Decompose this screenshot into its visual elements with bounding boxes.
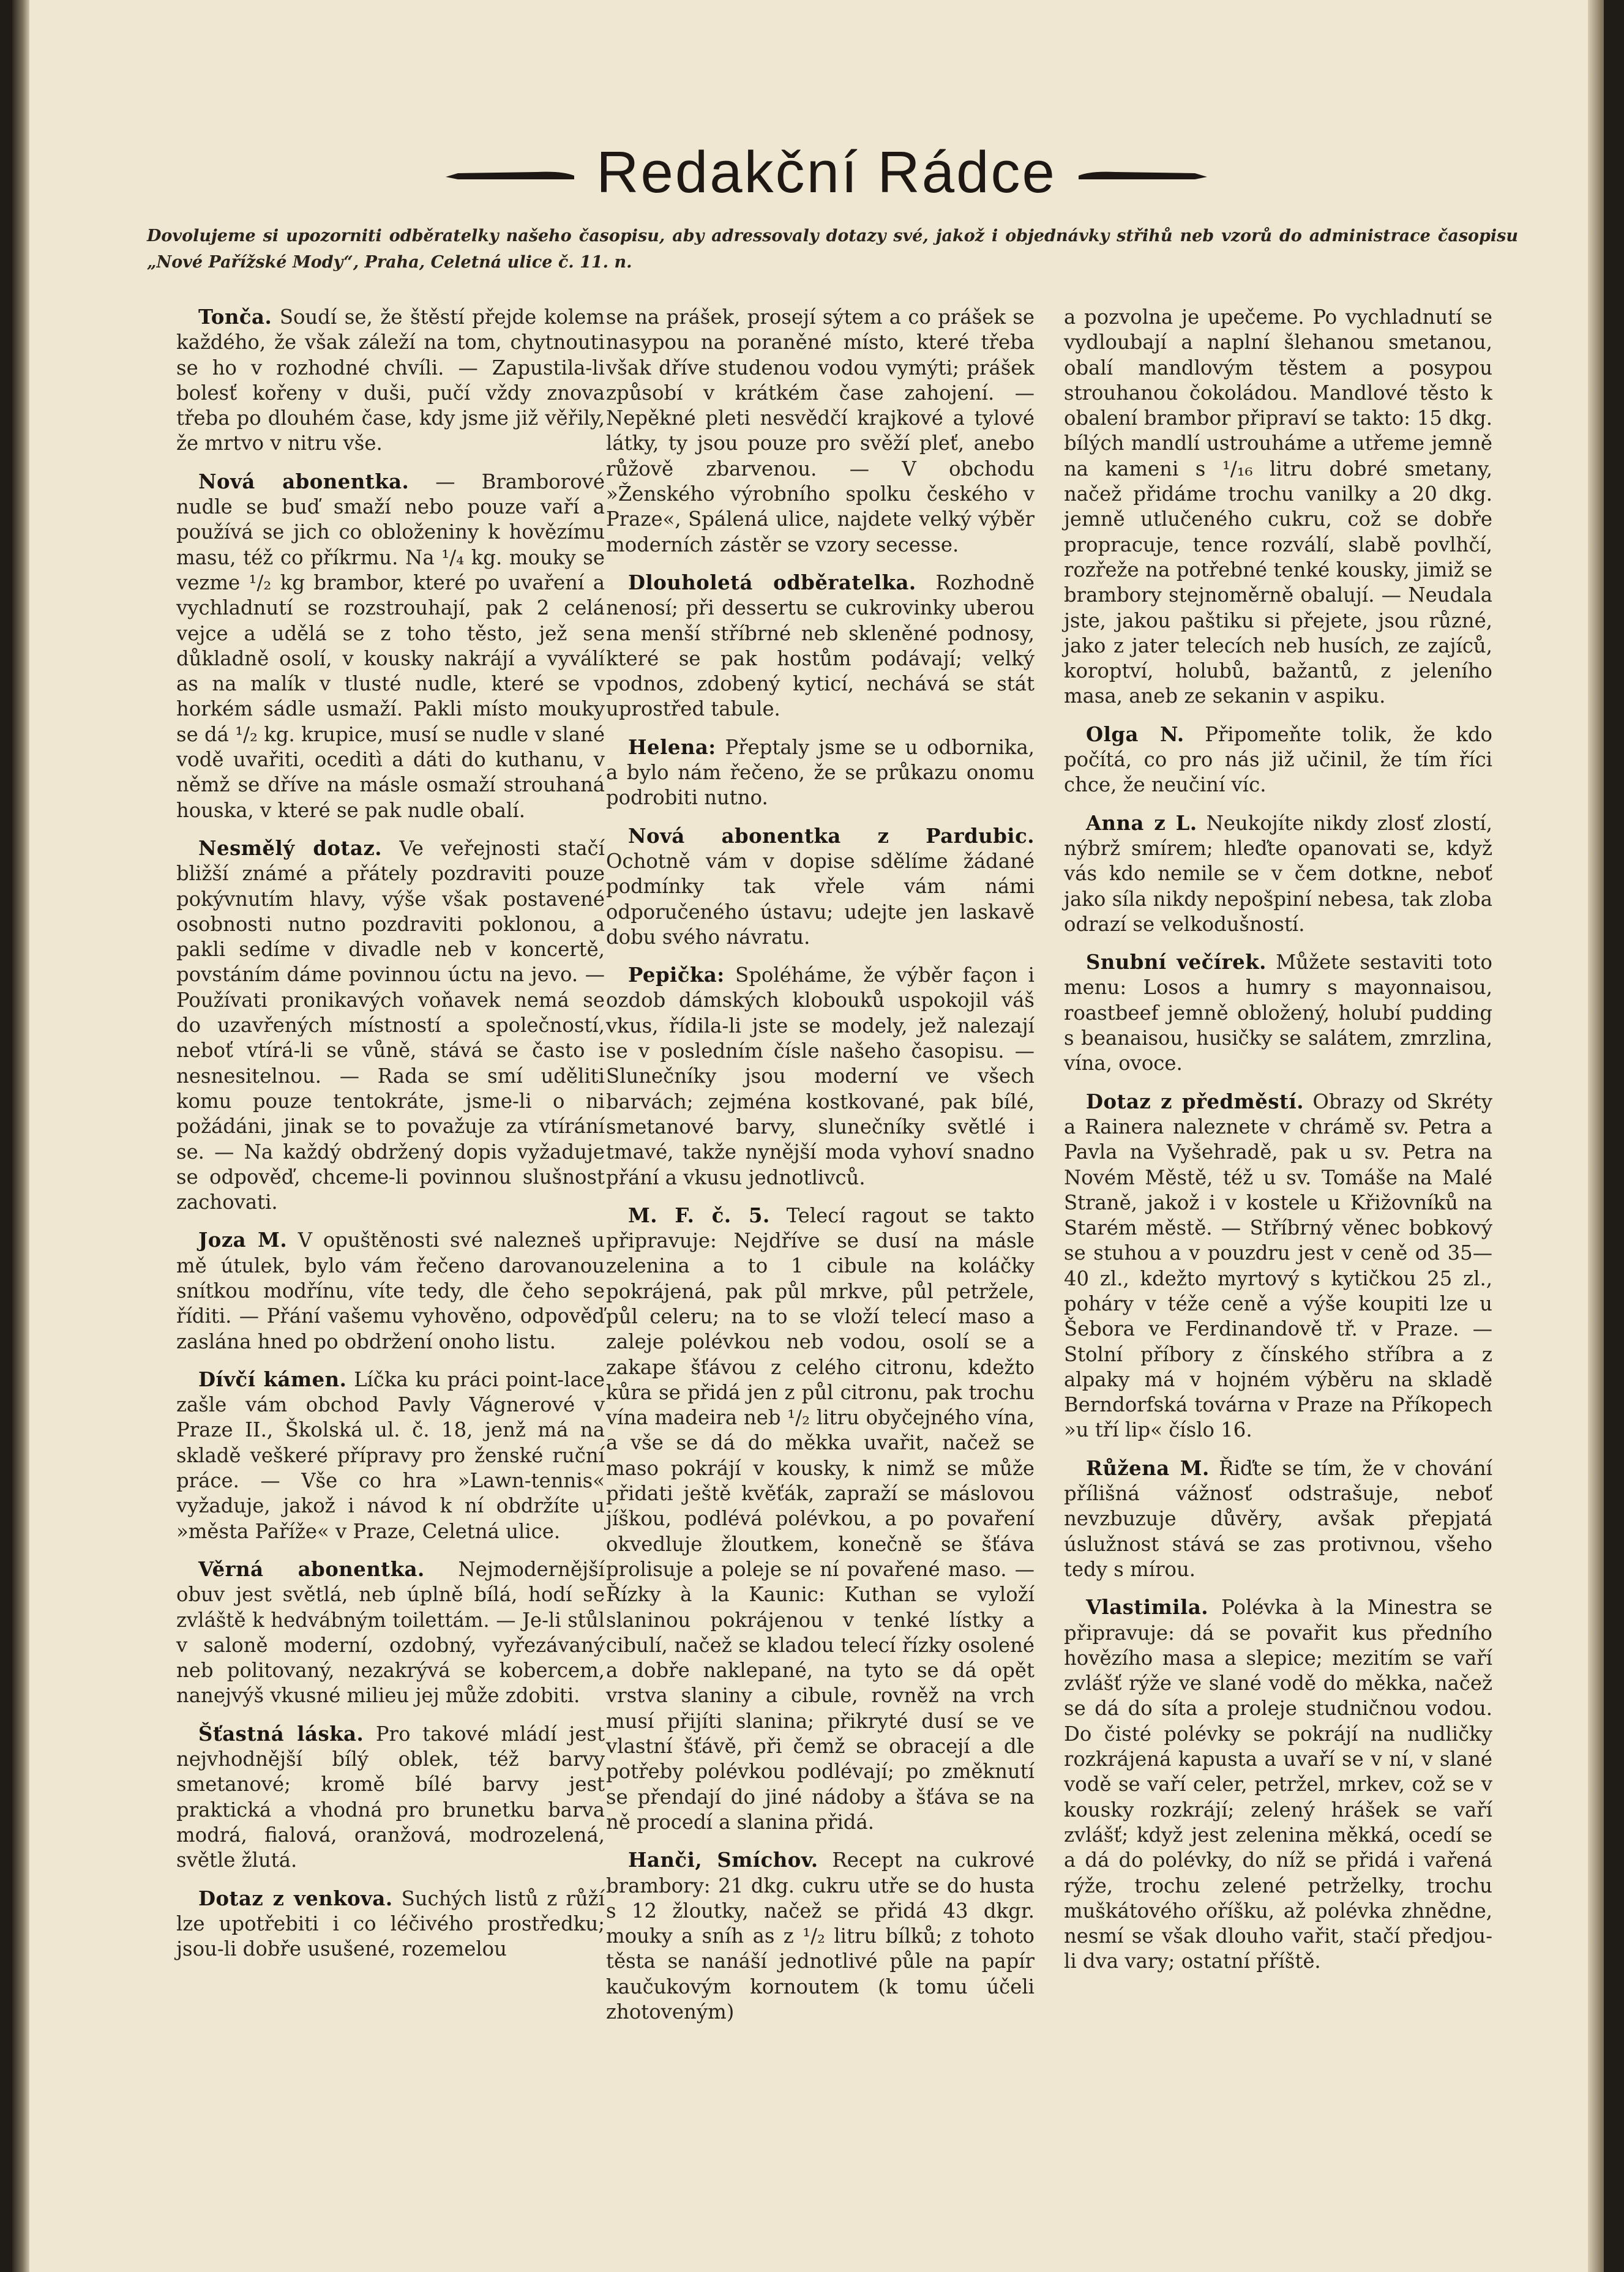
- entry-text: Ve veřejnosti stačí bližší známé a přátely pozdraviti pouze pokývnutím hlavy, výše však postavené osobnosti nutno pozdraviti poklonou, a pakli sedíme v divadle neb v koncertě, povstáním dáme povinnou úctu na jevo. — Používati pronikavých voňavek nemá se do uzavřených místností a společností, neboť vtírá-li se vůně, stává se často i nesnesitelnou. — Rada se smí uděliti komu pouze tentokráte, jsme-li o ni požádáni, jinak se to považuje za vtírání se. — Na každý obdržený dopis vyžaduje se odpověď, chceme-li povinnou slušnost zachovati.: [176, 836, 605, 1214]
- entry-name: Tonča.: [198, 305, 272, 329]
- entry-text: Můžete sestaviti toto menu: Losos a humry s mayonnaisou, roastbeef jemně obložený, holubí pudding s beanaisou, husičky se salátem, zmrzlina, vína, ovoce.: [1064, 951, 1492, 1075]
- entry-text: Ochotně vám v dopise sdělíme žádané podmínky tak vřele vám námi odporučeného ústavu; udejte jen laskavě dobu svého návratu.: [606, 849, 1035, 949]
- entry-text: Recept na cukrové brambory: 21 dkg. cukru utře se do husta s 12 žloutky, načež se přidá 43 dkgr. mouky a sníh as z ¹/₂ litru bílků; z tohoto těsta se nanáší jednotlivé půle na papír kaučukovým kornoutem (k tomu účeli zhotoveným): [606, 1848, 1035, 2023]
- entry-verna-abonentka: [176, 1557, 605, 1709]
- entry-helena: [606, 735, 1035, 811]
- entry-stastna-laska: [176, 1722, 605, 1874]
- entry-name: Nová abonentka.: [198, 469, 410, 493]
- entry-text: Přeptaly jsme se u odbornika, a bylo nám řečeno, že se průkazu onomu podrobiti nutno.: [606, 735, 1035, 810]
- page-edge-shadow: [1588, 0, 1604, 2272]
- entry-tonca: [176, 305, 605, 457]
- entry-name: Snubní večírek.: [1086, 951, 1267, 974]
- magazine-page: [12, 0, 1604, 2272]
- entry-vlastimila: [1064, 1595, 1492, 1974]
- entry-name: Vlastimila.: [1086, 1596, 1209, 1620]
- entry-text: Polévka à la Minestra se připravuje: dá se povařit kus předního hovězího masa a slepice; mezitím se vaří zvlášť rýže ve slané vodě do měkka, načež se dá do síta a proleje studničnou vodou. Do čisté polévky se pokrájí na nudličky rozkrájená kapusta a uvaří se v ní, v slané vodě se vaří celer, petržel, mrkev, což se v kousky rozkrájí; zelený hrášek se vaří zvlášť; když jest zelenina měkká, ocedí se a dá do polévky, do níž se přidá i vařená rýže, trochu zelené petrželky, trochu muškátového oříšku, až polévka zhnědne, nesmí se však dlouho vařit, stačí předjou-li dva vary; ostatní příště.: [1064, 1596, 1492, 1973]
- entry-continuation: [606, 305, 1035, 558]
- entry-anna-z-l: [1064, 811, 1492, 937]
- entry-name: Šťastná láska.: [198, 1722, 364, 1746]
- entry-mf-c5: [606, 1203, 1035, 1835]
- entry-text: Nejmodernější obuv jest světlá, neb úplně bílá, hodí se zvláště k hedvábným toilettám. — Je-li stůl v saloně moderní, ozdobný, vyřezávaný neb politovaný, nezakrývá se kobercem, nanejvýš vkusné milieu jej může zdobiti.: [176, 1557, 605, 1708]
- entry-hanci-smichov: [606, 1848, 1035, 2025]
- entry-name: Dlouholetá odběratelka.: [628, 570, 916, 594]
- entry-name: Hanči, Smíchov.: [628, 1848, 818, 1872]
- entry-name: Anna z L.: [1086, 811, 1197, 835]
- entry-dlouholeta-odberatelka: [606, 570, 1035, 722]
- entry-name: Nová abonentka z Pardubic.: [628, 824, 1035, 848]
- entry-text: Spoléháme, že výběr façon i ozdob dámských klobouků uspokojil váš vkus, řídila-li jste se modely, jež nalezají se v posledním čísle našeho časopisu. — Slunečníky jsou moderní ve všech barvách; zejména kostkované, pak bílé, smetanové barvy, slunečníky světlé i tmavé, takže nynější moda vyhoví snadno přání a vkusu jednotlivců.: [606, 963, 1035, 1189]
- entry-continuation: [1064, 305, 1492, 709]
- entry-text: Líčka ku práci point-lace zašle vám obchod Pavly Vágnerové v Praze II., Školská ul. č. 18, jenž má na skladě veškeré přípravy pro ženské ruční práce. — Vše co hra »Lawn-tennis« vyžaduje, jakož i návod k ní obdržíte u »města Paříže« v Praze, Celetná ulice.: [176, 1367, 605, 1543]
- entry-snubni-vecirek: [1064, 950, 1492, 1076]
- entry-text: Připomeňte tolik, že kdo počítá, co pro nás již učinil, že tím říci chce, že neučiní víc.: [1064, 722, 1492, 797]
- text-column-3: [1064, 305, 1492, 1987]
- entry-text: V opuštěnosti své nalezneš u mě útulek, bylo vám řečeno darovanou snítkou modřínu, víte tedy, dle čeho se říditi. — Přání vašemu vyhověno, odpověď zaslána hned po obdržení onoho listu.: [176, 1228, 605, 1353]
- right-ornament-rule: [1079, 163, 1207, 182]
- entry-name: Věrná abonentka.: [198, 1557, 425, 1581]
- entry-divci-kamen: [176, 1367, 605, 1544]
- entry-text: Soudí se, že štěstí přejde kolem každého, že však záleží na tom, chytnouti se ho v rozhodné chvíli. — Zapustila-li bolesť kořeny v duši, pučí vždy znova třeba po dlouhém čase, kdy jsme již věřily, že mrtvo v nitru vše.: [176, 305, 605, 455]
- entry-name: Nesmělý dotaz.: [198, 836, 382, 860]
- entry-text: — Bramborové nudle se buď smaží nebo pouze vaří a používá se jich co obloženiny k hovězímu masu, též co příkrmu. Na ¹/₄ kg. mouky se vezme ¹/₂ kg brambor, které po uvaření a vychladnutí se rozstrouhají, pak 2 celá vejce a udělá se z toho těsto, jež se důkladně osolí, v kousky nakrájí a vyválí as na malík v tlusté nudle, které se v horkém sádle usmaží. Pakli místo mouky se dá ¹/₂ kg. krupice, musí se nudle v slané vodě uvařiti, oceditì a dáti do kuthanu, v němž se dříve na másle osmaží strouhaná houska, v které se pak nudle obalí.: [176, 469, 605, 822]
- entry-joza-m: [176, 1228, 605, 1354]
- entry-name: Dotaz z předměstí.: [1086, 1089, 1304, 1113]
- entry-name: Olga N.: [1086, 722, 1184, 746]
- entry-text: Pro takové mládí jest nejvhodnější bílý oblek, též barvy smetanové; kromě bílé barvy jest praktická a vhodná pro brunetku barva modrá, fialová, oranžová, modrozelená, světle žlutá.: [176, 1722, 605, 1872]
- entry-olga-n: [1064, 722, 1492, 798]
- entry-name: Helena:: [628, 735, 716, 759]
- page-title: Redakční Rádce: [596, 140, 1057, 205]
- entry-dotaz-z-venkova: [176, 1886, 605, 1962]
- entry-text: a pozvolna je upečeme. Po vychladnutí se vydloubají a naplní šlehanou smetanou, obalí mandlovým těstem a posypou strouhanou čokoládou. Mandlové těsto k obalení brambor připraví se takto: 15 dkg. bílých mandlí ustrouháme a utřeme jemně na kameni s ¹/₁₆ litru dobré smetany, načež přidáme trochu vanilky a 20 dkg. jemně utlučeného cukru, což se dobře propracuje, tence rozválí, slabě povlhčí, rozřeže na potřebné tenké kousky, jimiž se brambory stejnoměrně obalují. — Neudala jste, jakou paštiku si přejete, jsou různé, jako z jater telecích neb husích, ze zajíců, koroptví, holubů, bažantů, z jeleního masa, aneb ze sekanin v aspiku.: [1064, 305, 1492, 708]
- editorial-notice: Dovolujeme si upozorniti odběratelky našeho časopisu, aby adressovaly dotazy své, jakož i objednávky střihů neb vzorů do administrace časopisu „Nové Pařížské Mody“, Praha, Celetná ulice č. 11. n.: [147, 226, 1518, 272]
- entry-pepicka: [606, 963, 1035, 1190]
- entry-text: Rozhodně nenosí; při dessertu se cukrovinky uberou na menší stříbrné neb skleněné podnosy, které se pak hostům podávají; velký podnos, zdobený kyticí, nechává se stát uprostřed tabule.: [606, 570, 1035, 721]
- entry-dotaz-z-predmesti: [1064, 1089, 1492, 1443]
- title-row: [404, 136, 1249, 209]
- entry-name: M. F. č. 5.: [628, 1203, 770, 1227]
- entry-ruzena-m: [1064, 1456, 1492, 1582]
- left-ornament-rule: [446, 163, 574, 182]
- entry-name: Dotaz z venkova.: [198, 1886, 393, 1910]
- text-column-2: [606, 305, 1035, 2038]
- entry-text: Neukojíte nikdy zlosť zlostí, nýbrž smírem; hleďte opanovati se, když vás kdo nemile se v čem dotkne, neboť jako síla nikdy nepošpiní nebesa, tak zloba odrazí se velkodušností.: [1064, 811, 1492, 936]
- entry-text: se na prášek, prosejí sýtem a co prášek se nasypou na poraněné místo, které třeba však dříve studenou vodou vymýti; prášek způsobí v krátkém čase zahojení. — Nepěkné pleti nesvědčí krajkové a tylové látky, ty jsou pouze pro svěží pleť, anebo růžově zbarvenou. — V obchodu »Ženského výrobního spolku českého v Praze«, Spálená ulice, najdete velký výběr moderních zástěr se vzory secesse.: [606, 305, 1035, 556]
- page-binding-shadow: [12, 0, 29, 2272]
- text-column-1: [176, 305, 605, 1975]
- entry-name: Pepička:: [628, 963, 725, 987]
- entry-nesmely-dotaz: [176, 836, 605, 1215]
- entry-text: Obrazy od Skréty a Rainera naleznete v chrámě sv. Petra a Pavla na Vyšehradě, pak u sv. Petra na Novém Městě, též u sv. Tomáše na Malé Straně, jakož i v kostele u Křižovníků na Starém městě. — Stříbrný věnec bobkový se stuhou a v pouzdru jest v ceně od 35—40 zl., kdežto myrtový s kytičkou 25 zl., poháry v téže ceně a výše koupiti lze u Šebora ve Ferdinandově tř. v Praze. — Stolní příbory z čínského stříbra a z alpaky má v hojném výběru na skladě Berndorfská továrna v Praze na Příkopech »u tří lip« číslo 16.: [1064, 1089, 1492, 1442]
- entry-name: Joza M.: [198, 1228, 288, 1252]
- entry-name: Růžena M.: [1086, 1456, 1210, 1480]
- entry-nova-abonentka-pardubice: [606, 824, 1035, 950]
- entry-nova-abonentka: [176, 469, 605, 823]
- entry-text: Suchých listů z růží lze upotřebiti i co léčivého prostředku; jsou-li dobře usušené, rozemelou: [176, 1886, 605, 1961]
- entry-name: Dívčí kámen.: [198, 1367, 347, 1391]
- entry-text: Řiďte se tím, že v chování přílišná vážnosť odstrašuje, neboť nevzbuzuje důvěry, avšak přepjatá úslužnost stává se zas protivnou, všeho tedy s mírou.: [1064, 1456, 1492, 1581]
- entry-text: Telecí ragout se takto připravuje: Nejdříve se dusí na másle zelenina a to 1 cibule na koláčky pokrájená, pak půl mrkve, půl petržele, půl celeru; na to se vloží telecí maso a zaleje polévkou neb vodou, osolí se a zakape šťávou z celého citronu, kdežto kůra se přidá jen z půl citronu, pak trochu vína madeira neb ¹/₂ litru obyčejného vína, a vše se dá do měkka uvařit, načež se maso pokrájí v kousky, k nimž se může přidati ještě kvěťák, zapraží se máslovou jíškou, podlévá polévkou, a po povaření okvedluje žloutkem, konečně se šťáva prolisuje a poleje se ní povařené maso. — Řízky à la Kaunic: Kuthan se vyloží slaninou pokrájenou v tenké lístky a cibulí, načež se kladou telecí řízky osolené a dobře naklepané, na tyto se dá opět vrstva slaniny a cibule, rovněž na vrch musí přijíti slanina; přikryté dusí se ve vlastní šťávě, při čemž se obracejí a dle potřeby polévkou podlévají; po změknutí se přendají do jiné nádoby a šťáva se na ně procedí a slanina přidá.: [606, 1203, 1035, 1834]
